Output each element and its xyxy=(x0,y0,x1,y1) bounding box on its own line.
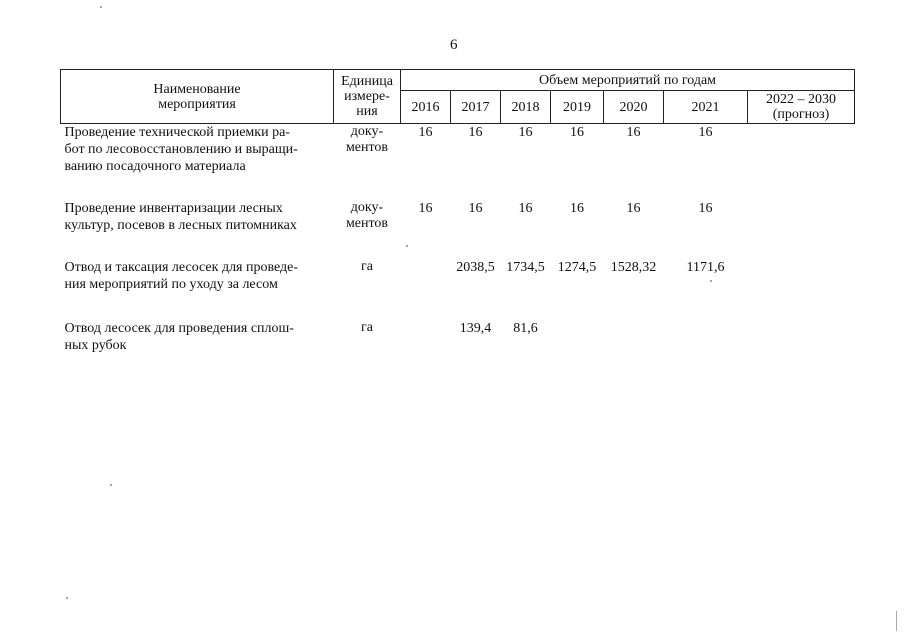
row-value xyxy=(748,320,855,354)
header-unit: Единица измере- ния xyxy=(334,70,401,124)
row-value xyxy=(604,320,664,354)
table-row xyxy=(61,200,855,234)
header-volume-title: Объем мероприятий по годам xyxy=(401,70,855,91)
header-year: 2018 xyxy=(501,91,551,124)
row-name: Отвод лесосек для проведения сплош- ных рубок xyxy=(64,321,294,353)
page-number: 6 xyxy=(450,37,458,53)
header-year: 2017 xyxy=(451,91,501,124)
row-value xyxy=(401,320,451,354)
row-value: 16 xyxy=(626,201,641,216)
scan-speck xyxy=(710,280,712,282)
row-value: 16 xyxy=(698,125,713,140)
row-unit: га xyxy=(361,259,373,274)
row-unit: га xyxy=(361,320,373,335)
header-year: 2021 xyxy=(664,91,748,124)
row-value xyxy=(748,124,855,176)
table-row xyxy=(61,124,855,176)
header-year: 2016 xyxy=(401,91,451,124)
row-value xyxy=(551,320,604,354)
row-value: 81,6 xyxy=(513,321,538,336)
row-value: 16 xyxy=(570,201,584,216)
row-unit: доку- ментов xyxy=(345,124,389,155)
row-value: 1171,6 xyxy=(686,260,725,275)
row-value xyxy=(401,259,451,293)
row-value: 1528,32 xyxy=(610,260,657,275)
row-value: 16 xyxy=(468,201,483,216)
row-value: 16 xyxy=(570,125,584,140)
row-value xyxy=(748,259,855,293)
scan-speck xyxy=(110,484,112,486)
row-name: Проведение инвентаризации лесных культур, посевов в лесных питомниках xyxy=(64,201,297,233)
row-value: 16 xyxy=(698,201,713,216)
scan-speck xyxy=(66,597,68,599)
row-value: 16 xyxy=(468,125,483,140)
scan-speck xyxy=(100,6,102,8)
row-value: 1734,5 xyxy=(506,260,545,275)
table-row xyxy=(61,320,855,354)
row-name: Отвод и таксация лесосек для проведе- ния мероприятий по уходу за лесом xyxy=(64,260,299,292)
header-forecast: 2022 – 2030 (прогноз) xyxy=(748,91,855,124)
header-year: 2020 xyxy=(604,91,664,124)
measures-table xyxy=(60,69,855,354)
table-row xyxy=(61,259,855,293)
row-value: 16 xyxy=(518,201,533,216)
scan-speck xyxy=(406,245,408,247)
row-value: 1274,5 xyxy=(557,260,597,275)
row-value: 139,4 xyxy=(459,321,492,336)
row-value: 2038,5 xyxy=(456,260,495,275)
row-value: 16 xyxy=(418,201,433,216)
header-year: 2019 xyxy=(551,91,604,124)
row-unit: доку- ментов xyxy=(345,200,389,231)
header-name: Наименование мероприятия xyxy=(61,70,334,124)
row-value: 16 xyxy=(518,125,533,140)
row-value xyxy=(748,200,855,234)
row-name: Проведение технической приемки ра- бот по лесовосстановлению и выращи- ванию посадочного материала xyxy=(64,125,298,174)
row-value: 16 xyxy=(418,125,433,140)
scan-edge-line xyxy=(896,611,897,631)
row-value xyxy=(664,320,748,354)
row-value: 16 xyxy=(626,125,641,140)
